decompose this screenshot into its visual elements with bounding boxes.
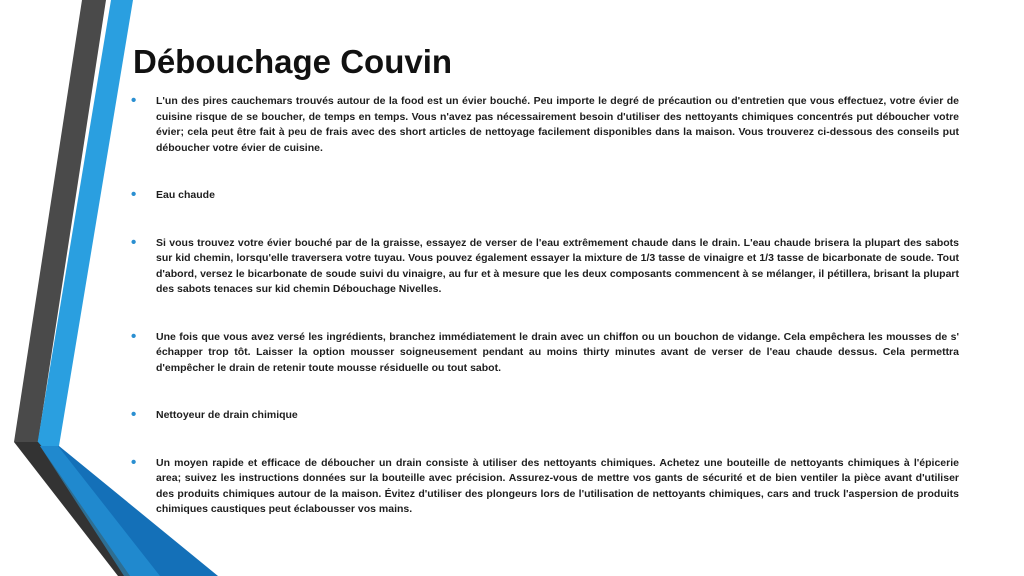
bullet-text: Nettoyeur de drain chimique	[156, 409, 298, 421]
bullet-dot-icon: •	[131, 453, 137, 471]
bullet-chemical-tip	[131, 453, 959, 518]
slide-title: Débouchage Couvin	[133, 43, 453, 80]
bullet-text: Eau chaude	[156, 189, 215, 201]
bullet-text: Une fois que vous avez versé les ingrédients, branchez immédiatement le drain avec un chiffon ou un bouchon de vidange. Cela empêchera les mousses de s' échapper trop tôt. Laisser la option mousser soigneusement pendant au moins thirty minutes avant de verser de l'eau chaude dessus. Cela permettra d'empêcher le drain de retenir toute mousse résiduelle ou tout sabot.	[156, 330, 959, 374]
bullet-heading-eau-chaude	[131, 188, 959, 204]
bullet-hot-water-tip	[131, 233, 959, 298]
bullet-plug-drain-tip	[131, 327, 959, 377]
bullet-list	[131, 94, 959, 518]
bullet-dot-icon: •	[131, 406, 137, 423]
bullet-dot-icon: •	[131, 233, 137, 251]
bullet-heading-chemical	[131, 408, 959, 424]
bullet-dot-icon: •	[131, 92, 137, 109]
bullet-dot-icon: •	[131, 327, 137, 345]
bullet-text: Si vous trouvez votre évier bouché par de la graisse, essayez de verser de l'eau extrêmement chaude dans le drain. L'eau chaude brisera la plupart des sabots sur kid chemin, lorsqu'elle traversera votre tuyau. Vous pouvez également essayer la mixture de 1/3 tasse de vinaigre et 1/3 tasse de bicarbonate de soude. Tout d'abord, versez le bicarbonate de soude suivi du vinaigre, au fur et à mesure que les deux composants commencent à se mélanger, il pétillera, brisant la plupart des sabots tenaces sur kid chemin Débouchage Nivelles.	[156, 236, 959, 295]
bullet-intro	[131, 94, 959, 156]
bullet-dot-icon: •	[131, 186, 137, 203]
bullet-text: L'un des pires cauchemars trouvés autour de la food est un évier bouché. Peu importe le degré de précaution ou d'entretien que vous effectuez, votre évier de cuisine risque de se boucher, de temps en temps. Vous n'avez pas nécessairement besoin d'utiliser des nettoyants chimiques concentrés put déboucher votre évier; cela peut être fait à peu de frais avec des short articles de nettoyage facilement disponibles dans la maison. Vous trouverez ci-dessous des conseils put déboucher votre évier de cuisine.	[156, 95, 959, 154]
bullet-text: Un moyen rapide et efficace de déboucher un drain consiste à utiliser des nettoyants chimiques. Achetez une bouteille de nettoyants chimiques à l'épicerie area; suivez les instructions données sur la bouteille avec précision. Assurez-vous de mettre vos gants de sécurité et de bien ventiler la pièce avant d'utiliser des produits chimiques autour de la maison. Évitez d'utiliser des plongeurs lors de l'utilisation de nettoyants chimiques, cars and truck l'aspersion de produits chimiques caustiques peut éclabousser vos mains.	[156, 456, 959, 515]
